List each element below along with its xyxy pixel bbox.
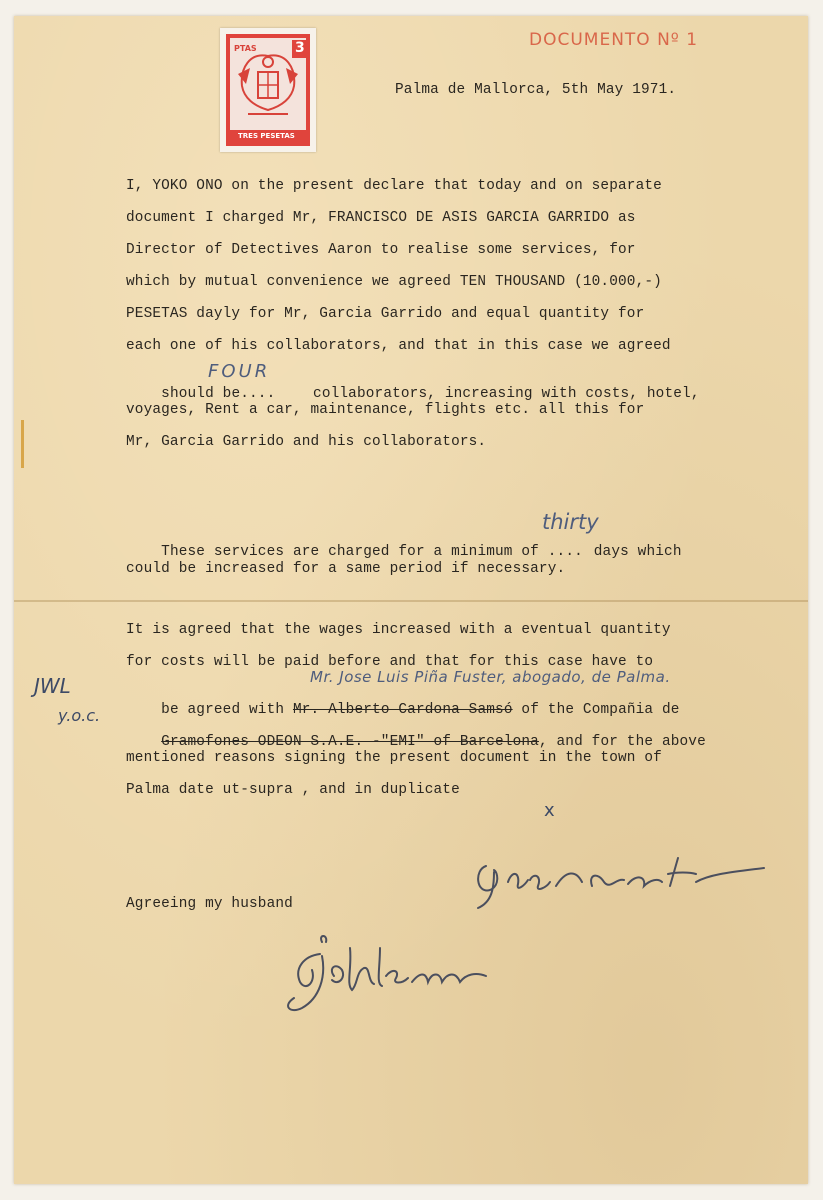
signature-x-mark: x (544, 800, 555, 821)
line3-post: of the Compañia de (521, 702, 680, 718)
line3-struck: Mr. Alberto Cardona Samsó (292, 702, 513, 718)
para1-line: PESETAS dayly for Mr, Garcia Garrido and equal quantity for (126, 306, 645, 322)
place-date: Palma de Mallorca, 5th May 1971. (395, 82, 677, 98)
edge-stain (21, 420, 24, 468)
margin-initials-yoc: y.o.c. (58, 706, 101, 725)
line7-blank: .... (240, 386, 276, 402)
stamp-value: 3 (295, 40, 305, 56)
para1-line: I, YOKO ONO on the present declare that today and on separate (126, 178, 662, 194)
revenue-stamp (220, 28, 316, 152)
line7-post: collaborators, increasing with costs, hotel, (313, 386, 700, 402)
para1-line: which by mutual convenience we agreed TEN THOUSAND (10.000,-) (126, 274, 662, 290)
line3-pre: be agreed with (161, 702, 285, 718)
handwritten-four: FOUR (208, 361, 271, 382)
fold-crease (14, 600, 808, 602)
document-number-label: DOCUMENTO Nº 1 (529, 30, 699, 50)
para3-line6: Palma date ut-supra , and in duplicate (126, 782, 460, 798)
para2-line2: could be increased for a same period if necessary. (126, 561, 566, 577)
margin-initials-jwl: JWL (34, 674, 71, 698)
para1-line: document I charged Mr, FRANCISCO DE ASIS GARCIA GARRIDO as (126, 210, 636, 226)
para1-line: each one of his collaborators, and that in this case we agreed (126, 338, 671, 354)
line-pre: These services are charged for a minimum of (161, 544, 539, 560)
para3-line2: for costs will be paid before and that for this case have to (126, 654, 654, 670)
agreeing-label: Agreeing my husband (126, 896, 293, 912)
line-post: days which (593, 544, 682, 560)
line-blank: .... (547, 544, 583, 560)
line7-pre: should be (161, 386, 241, 402)
para3-line1: It is agreed that the wages increased with a eventual quantity (126, 622, 671, 638)
para1-line8: voyages, Rent a car, maintenance, flights etc. all this for (126, 402, 645, 418)
para1-line: Director of Detectives Aaron to realise some services, for (126, 242, 636, 258)
document-page (14, 16, 808, 1184)
para3-line5: mentioned reasons signing the present document in the town of (126, 750, 662, 766)
stamp-caption: TRES PESETAS (238, 132, 295, 140)
john-lennon-signature (276, 928, 536, 1028)
handwritten-insert: Mr. Jose Luis Piña Fuster, abogado, de Palma. (310, 668, 671, 686)
handwritten-thirty: thirty (542, 510, 599, 534)
yoko-ono-signature (464, 836, 784, 916)
line4-struck: Gramofones ODEON S.A.E. -"EMI" of Barcelona (161, 734, 539, 750)
para1-line9: Mr, Garcia Garrido and his collaborators. (126, 434, 487, 450)
stamp-currency: PTAS (234, 44, 257, 53)
line4-post: , and for the above (538, 734, 706, 750)
